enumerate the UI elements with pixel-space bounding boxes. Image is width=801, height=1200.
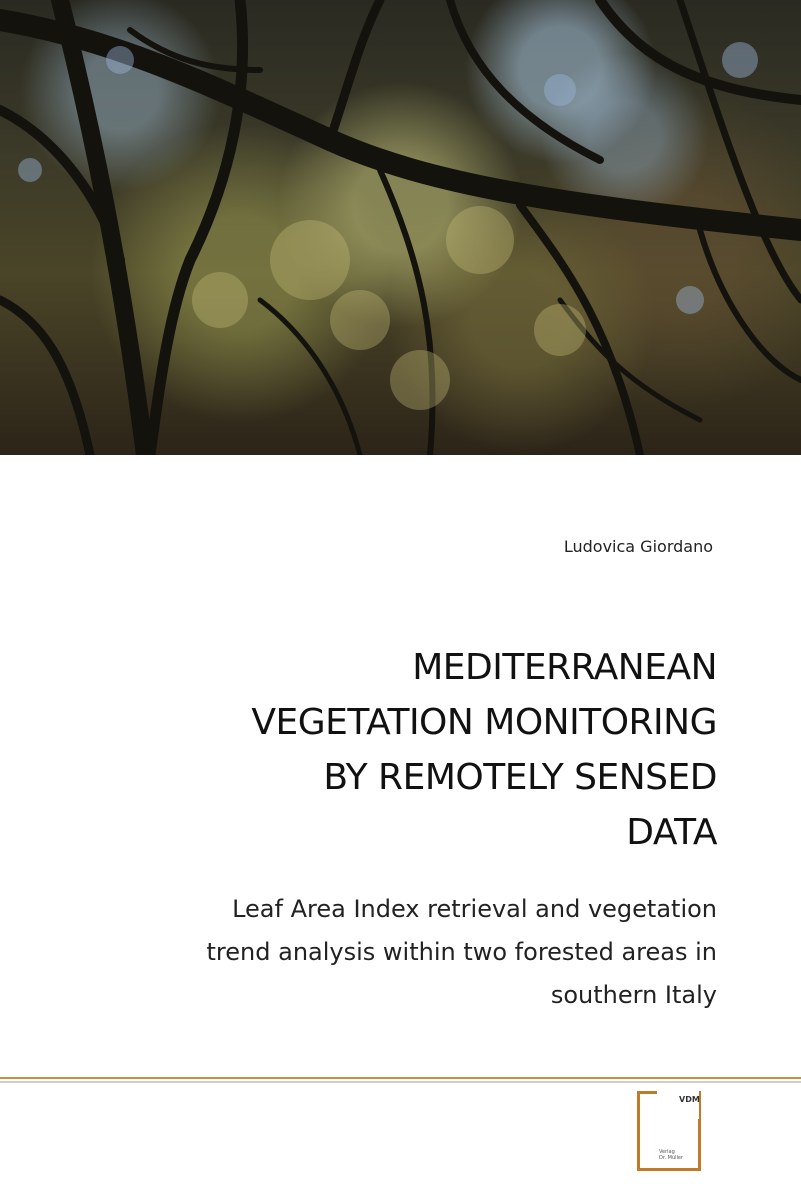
logo-small-line: Dr. Müller — [659, 1155, 684, 1161]
title-line: VEGETATION MONITORING — [251, 702, 717, 743]
publisher-logo — [637, 1091, 715, 1173]
subtitle-line: southern Italy — [550, 981, 717, 1009]
subtitle-line: Leaf Area Index retrieval and vegetation — [232, 895, 717, 923]
accent-rule — [0, 1077, 801, 1079]
logo-small-text — [659, 1149, 683, 1161]
author-name: Ludovica Giordano — [563, 537, 713, 556]
subtitle-line: trend analysis within two forested areas in — [206, 938, 717, 966]
logo-text: VDM — [679, 1095, 700, 1104]
title-line: BY REMOTELY SENSED — [323, 757, 717, 798]
book-title — [57, 640, 717, 860]
forest-canopy-photo — [0, 0, 801, 455]
logo-small-line: Verlag — [659, 1149, 675, 1155]
title-line: MEDITERRANEAN — [412, 647, 717, 688]
tree-branches-graphic — [0, 0, 801, 455]
title-line: DATA — [626, 812, 717, 853]
divider-rule — [0, 1081, 801, 1083]
book-subtitle — [57, 888, 717, 1017]
